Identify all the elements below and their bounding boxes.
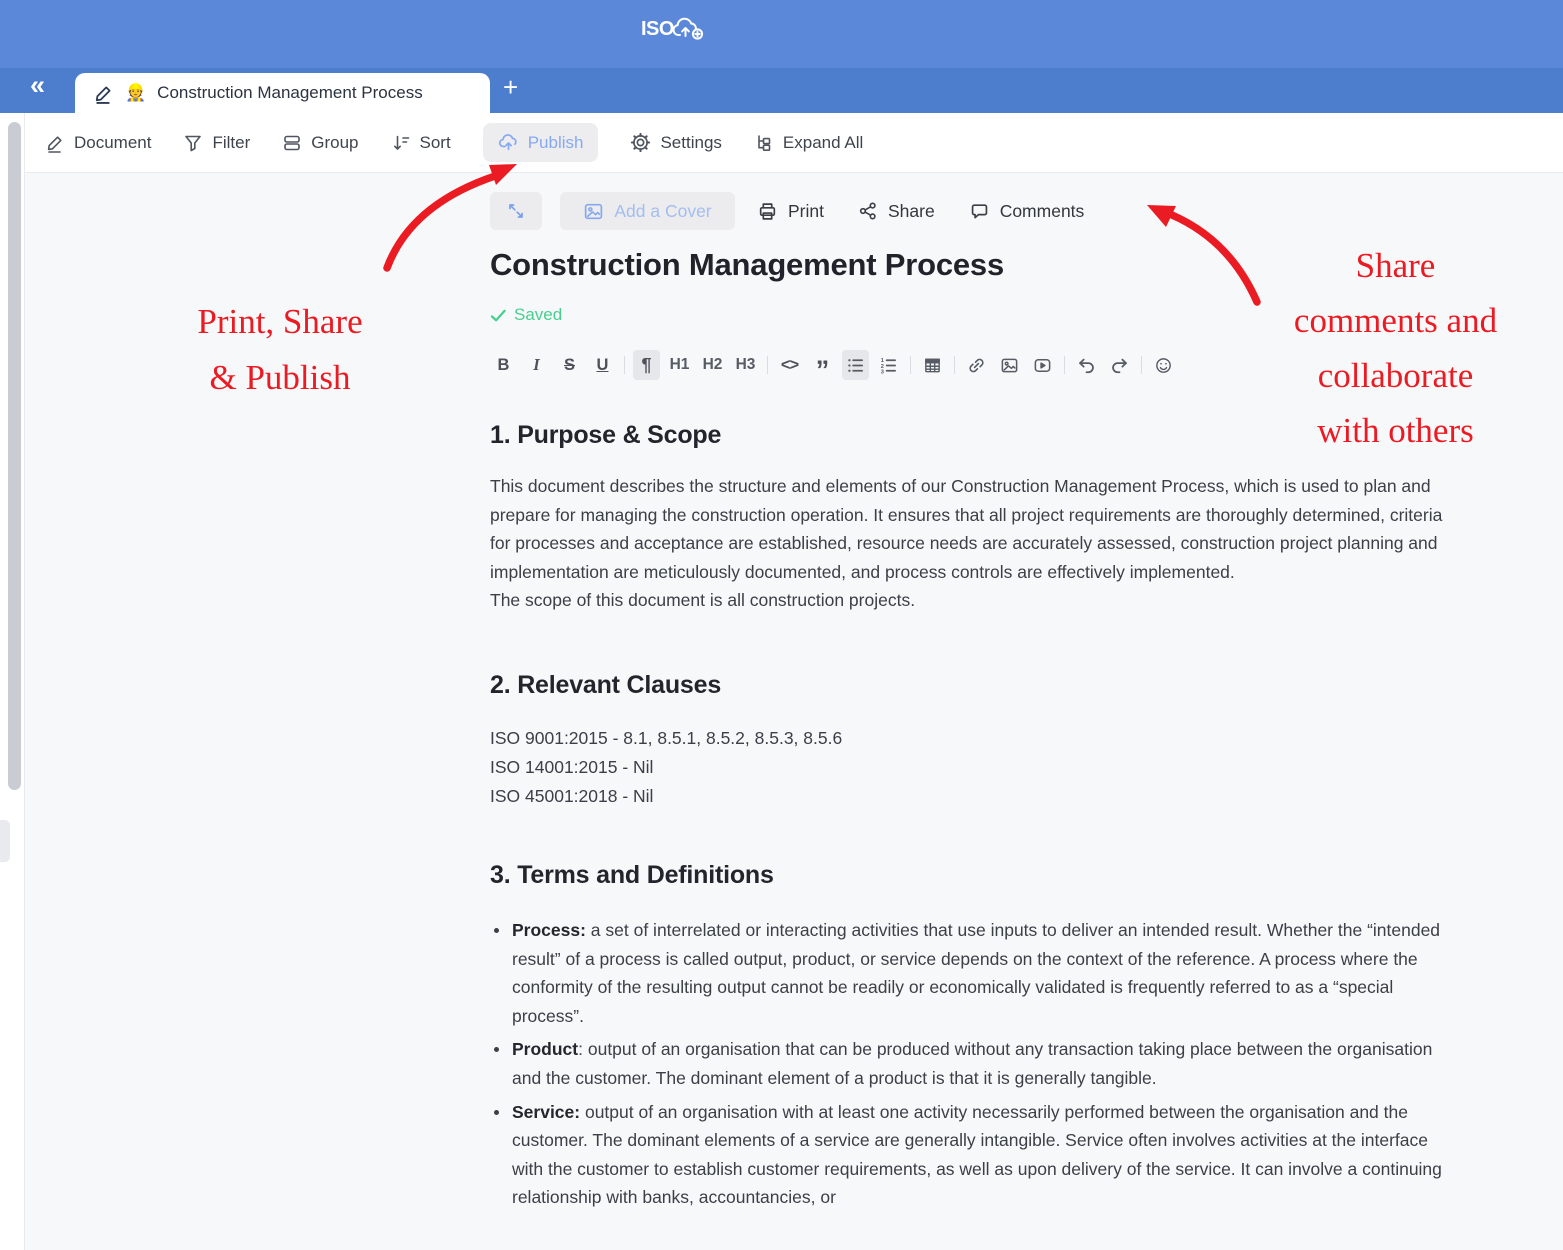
image-icon bbox=[583, 201, 604, 222]
table-icon bbox=[923, 356, 942, 375]
terms-list bbox=[490, 916, 1445, 1212]
share-label: Share bbox=[887, 200, 935, 221]
menu-item-group[interactable] bbox=[282, 133, 358, 153]
menu-item-expand-all[interactable] bbox=[754, 133, 863, 153]
iso-clause-line: ISO 9001:2015 - 8.1, 8.5.1, 8.5.2, 8.5.3, 8.5.6 bbox=[490, 727, 843, 748]
menu-item-settings[interactable] bbox=[630, 132, 721, 153]
tab-title: Construction Management Process bbox=[157, 83, 423, 102]
comments-button[interactable] bbox=[969, 201, 1085, 222]
bullet-list-button[interactable] bbox=[842, 350, 869, 380]
table-button[interactable] bbox=[919, 350, 946, 380]
undo-icon bbox=[1077, 356, 1096, 375]
iso-cloud-logo bbox=[641, 14, 706, 44]
link-icon bbox=[967, 356, 986, 375]
menu-label: Publish bbox=[527, 132, 584, 152]
annotation-share-comments bbox=[1228, 238, 1563, 458]
collapse-sidebar-button[interactable]: « bbox=[30, 70, 44, 100]
quote-glyph: ” bbox=[815, 354, 830, 385]
left-gutter bbox=[0, 113, 25, 1250]
pencil-edit-icon bbox=[45, 133, 65, 153]
video-icon bbox=[1033, 356, 1052, 375]
term-definition: output of an organisation with at least one activity necessarily performed between the organisation and the customer. The dominant elements of a service are generally intangible. Service often involves activities at the interface with the customer to establish customer requirements, as well as upon delivery of the service. It can involve a continuing relationship with banks, accountancies, or bbox=[512, 1101, 1442, 1208]
tab-bar bbox=[0, 68, 1563, 113]
numbered-list-button[interactable] bbox=[875, 350, 902, 380]
annotation-line: Print, Share bbox=[197, 302, 363, 341]
section-heading: 1. Purpose & Scope bbox=[490, 421, 722, 449]
add-cover-label: Add a Cover bbox=[614, 200, 712, 221]
share-nodes-icon bbox=[858, 201, 878, 221]
term-definition: : output of an organisation that can be produced without any transaction taking place between the organisation and the customer. The dominant element of a product is that it is generally tangible. bbox=[512, 1039, 1433, 1088]
annotation-line: Share bbox=[1355, 246, 1436, 285]
fullscreen-expand-button[interactable] bbox=[490, 192, 542, 230]
left-arrow-shaft bbox=[387, 176, 495, 268]
heading3-button[interactable]: H3 bbox=[735, 356, 756, 373]
cloud-plus-icon bbox=[670, 14, 706, 44]
term-name: Process: bbox=[512, 919, 586, 940]
gear-icon bbox=[630, 132, 651, 153]
toolbar-separator bbox=[624, 356, 625, 374]
document-menubar bbox=[0, 113, 1563, 173]
menu-item-filter[interactable] bbox=[183, 133, 250, 153]
comments-label: Comments bbox=[999, 200, 1085, 221]
heading2-button[interactable]: H2 bbox=[702, 356, 723, 373]
numbered-list-icon bbox=[879, 356, 898, 375]
section-terms-definitions bbox=[490, 861, 1445, 1212]
print-label: Print bbox=[788, 200, 824, 221]
check-icon bbox=[490, 308, 507, 323]
active-document-tab[interactable] bbox=[75, 73, 490, 113]
funnel-icon bbox=[183, 133, 203, 153]
construction-worker-emoji: 👷 bbox=[125, 83, 147, 102]
bold-button[interactable]: B bbox=[497, 355, 510, 374]
blockquote-button[interactable] bbox=[809, 350, 836, 385]
toolbar-separator bbox=[910, 356, 911, 374]
pencil-edit-icon bbox=[93, 83, 114, 104]
emoji-button[interactable] bbox=[1150, 350, 1177, 380]
emoji-icon bbox=[1154, 356, 1173, 375]
image-icon bbox=[1000, 356, 1019, 375]
vertical-scrollbar[interactable] bbox=[8, 122, 21, 790]
underline-button[interactable]: U bbox=[596, 355, 609, 374]
iso-clause-line: ISO 14001:2015 - Nil bbox=[490, 756, 654, 777]
term-item-process bbox=[490, 916, 1445, 1030]
svg-text:2: 2 bbox=[880, 363, 884, 370]
heading1-button[interactable]: H1 bbox=[669, 356, 690, 373]
paragraph-button[interactable]: ¶ bbox=[633, 350, 660, 380]
italic-button[interactable]: I bbox=[533, 355, 540, 374]
svg-text:1: 1 bbox=[880, 357, 884, 364]
term-name: Product bbox=[512, 1039, 579, 1060]
top-header bbox=[0, 0, 1563, 68]
menu-item-sort[interactable] bbox=[391, 133, 451, 153]
logo-text: ISO bbox=[641, 17, 674, 40]
strikethrough-button[interactable]: S bbox=[563, 355, 575, 374]
toolbar-separator bbox=[1141, 356, 1142, 374]
share-button[interactable] bbox=[858, 201, 935, 222]
section-heading: 2. Relevant Clauses bbox=[490, 670, 722, 699]
printer-icon bbox=[757, 201, 778, 222]
svg-text:3: 3 bbox=[880, 368, 884, 375]
code-button[interactable]: <> bbox=[780, 355, 799, 374]
bullet-list-icon bbox=[846, 356, 865, 375]
insert-image-button[interactable] bbox=[996, 350, 1023, 380]
annotation-line: with others bbox=[1317, 411, 1474, 450]
link-button[interactable] bbox=[963, 350, 990, 380]
annotation-line: & Publish bbox=[209, 358, 351, 397]
group-icon bbox=[282, 133, 302, 153]
diagonal-expand-icon bbox=[506, 201, 526, 221]
print-button[interactable] bbox=[757, 201, 824, 222]
saved-label: Saved bbox=[514, 305, 563, 324]
cloud-upload-icon bbox=[498, 132, 519, 153]
term-item-service bbox=[490, 1098, 1445, 1212]
paragraph: This document describes the structure and elements of our Construction Management Process, which is used to plan and prepare for managing the construction operation. It ensures that all project requirements are thoroughly determined, criteria for processes and acceptance are established, resource needs are accurately assessed, construction project planning and implementation are meticulously documented, and process controls are effectively implemented. bbox=[490, 476, 1443, 582]
menu-label: Expand All bbox=[782, 132, 864, 152]
section-heading: 3. Terms and Definitions bbox=[490, 860, 774, 889]
undo-button[interactable] bbox=[1073, 350, 1100, 380]
comment-bubble-icon bbox=[969, 201, 990, 222]
toolbar-separator bbox=[767, 356, 768, 374]
term-item-product bbox=[490, 1035, 1445, 1092]
toolbar-separator bbox=[1064, 356, 1065, 374]
menu-label: Group bbox=[311, 132, 359, 152]
annotation-line: collaborate bbox=[1317, 356, 1474, 395]
section-relevant-clauses bbox=[490, 671, 1445, 811]
insert-video-button[interactable] bbox=[1029, 350, 1056, 380]
menu-label: Sort bbox=[419, 132, 451, 152]
paragraph: The scope of this document is all construction projects. bbox=[490, 590, 916, 611]
redo-icon bbox=[1110, 356, 1129, 375]
sort-icon bbox=[391, 133, 411, 153]
redo-button[interactable] bbox=[1106, 350, 1133, 380]
add-cover-button[interactable] bbox=[560, 192, 735, 230]
annotation-line: comments and bbox=[1293, 301, 1498, 340]
document-title: Construction Management Process bbox=[490, 247, 1005, 282]
tree-expand-icon bbox=[754, 133, 774, 153]
menu-item-publish[interactable] bbox=[483, 123, 599, 162]
term-definition: a set of interrelated or interacting activities that use inputs to deliver an intended result. Whether the “intended result” of a process is called output, product, or service depends on the context of the reference. A process where the conformity of the resulting output cannot be readily or economically validated is frequently referred to as a “special process”. bbox=[512, 919, 1441, 1026]
term-name: Service: bbox=[512, 1101, 581, 1122]
menu-label: Document bbox=[74, 132, 152, 152]
iso-clause-line: ISO 45001:2018 - Nil bbox=[490, 785, 654, 806]
new-tab-button[interactable]: + bbox=[503, 72, 519, 102]
document-action-row bbox=[490, 192, 1445, 230]
menu-item-document[interactable] bbox=[45, 133, 151, 153]
sidebar-drawer-handle[interactable] bbox=[0, 820, 10, 862]
menu-label: Filter bbox=[212, 132, 251, 152]
toolbar-separator bbox=[954, 356, 955, 374]
menu-label: Settings bbox=[660, 132, 722, 152]
annotation-print-share-publish bbox=[110, 294, 450, 406]
